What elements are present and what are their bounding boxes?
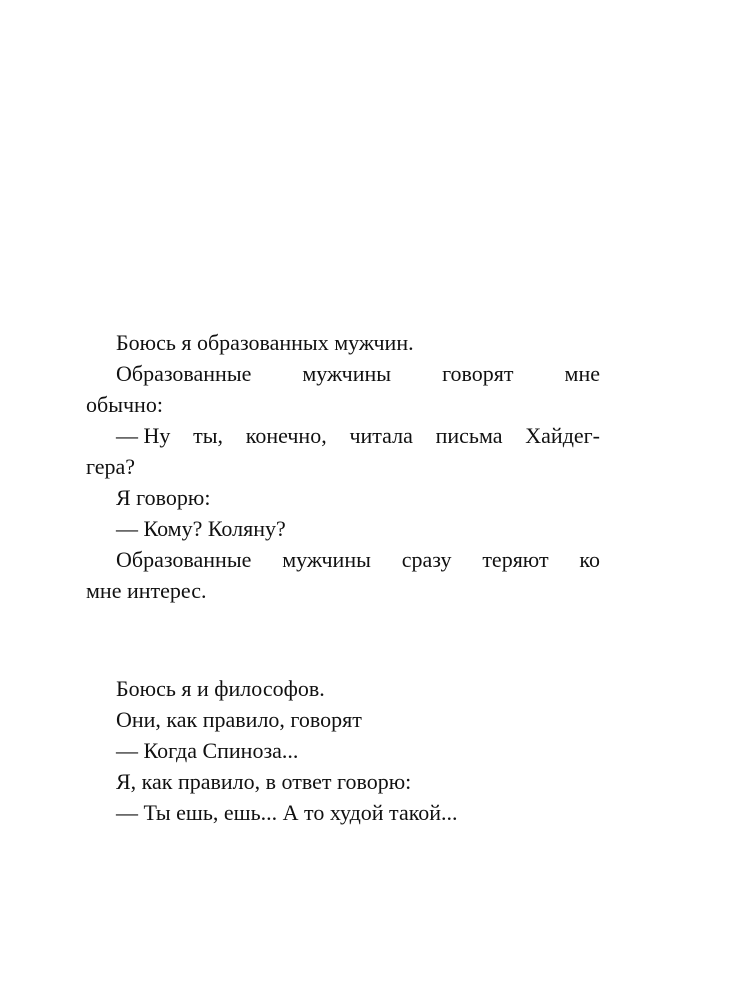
paragraph-1: Боюсь я и философов.: [116, 676, 325, 701]
word: мужчины: [302, 361, 392, 386]
text-block-educated-men: [86, 327, 600, 606]
word: сразу: [401, 547, 452, 572]
paragraph-2-line-1: [86, 358, 600, 389]
word: читала: [349, 423, 413, 448]
word: ты,: [193, 423, 224, 448]
text-block-philosophers: [86, 673, 600, 828]
paragraph-2: Они, как правило, говорят: [116, 707, 362, 732]
word: ко: [579, 547, 600, 572]
paragraph-2-line-2: обычно:: [86, 392, 163, 417]
word: теряют: [482, 547, 549, 572]
word: письма: [435, 423, 503, 448]
paragraph-4: Я, как правило, в ответ говорю:: [116, 769, 412, 794]
word: Хайдег-: [525, 423, 600, 448]
paragraph-5: — Ты ешь, ешь... А то худой такой...: [116, 800, 458, 825]
paragraph-3: — Когда Спиноза...: [116, 738, 299, 763]
word: Образованные: [116, 547, 252, 572]
paragraph-5: — Кому? Коляну?: [116, 516, 286, 541]
paragraph-1: Боюсь я образованных мужчин.: [116, 330, 414, 355]
word: — Ну: [116, 423, 171, 448]
word: Образованные: [116, 361, 252, 386]
paragraph-3-line-2: гера?: [86, 454, 136, 479]
word: мужчины: [282, 547, 371, 572]
paragraph-4: Я говорю:: [116, 485, 211, 510]
paragraph-6-line-1: [86, 544, 600, 575]
paragraph-3-line-1: [86, 420, 600, 451]
word: мне: [564, 361, 600, 386]
word: конечно,: [245, 423, 327, 448]
word: говорят: [442, 361, 514, 386]
paragraph-6-line-2: мне интерес.: [86, 578, 207, 603]
